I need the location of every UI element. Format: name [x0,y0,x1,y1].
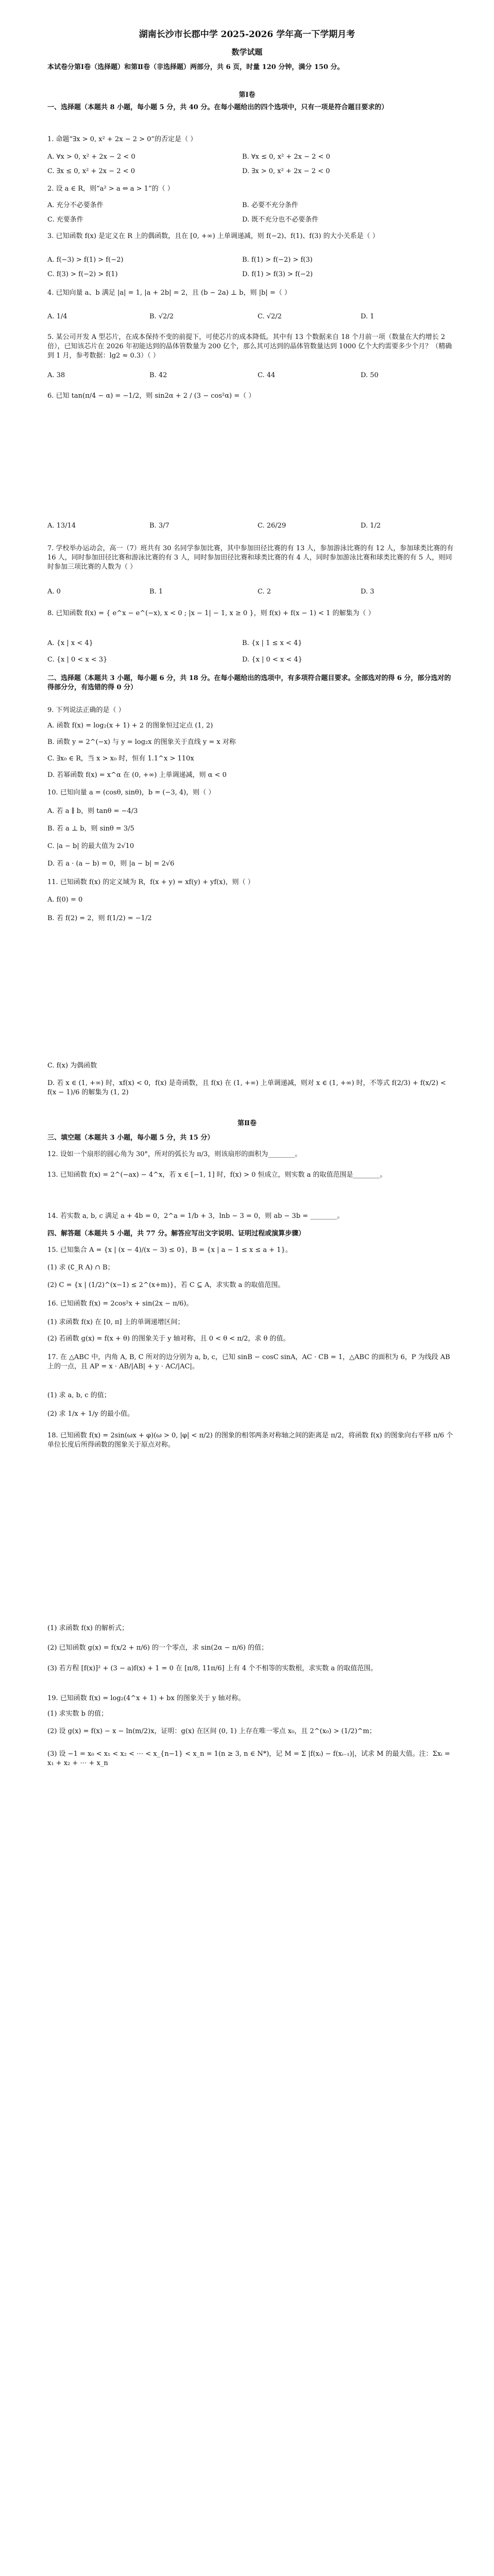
q5-option-c: C. 44 [258,371,276,379]
q16-part-1: (1) 求函数 f(x) 在 [0, π] 上的单调递增区间； [47,1318,184,1326]
q4-option-a: A. 1/4 [47,313,67,320]
q8-option-d: D. {x | 0 < x < 4} [242,656,302,664]
q1-option-c: C. ∃x ≤ 0, x² + 2x − 2 < 0 [47,167,135,175]
q9-option-c: C. ∃x₀ ∈ R，当 x > x₀ 时，恒有 1.1^x > 110x [47,755,194,762]
q1-option-d: D. ∃x > 0, x² + 2x − 2 < 0 [242,167,330,175]
q6-option-b: B. 3/7 [149,522,169,530]
question-15: 15. 已知集合 A = {x | (x − 4)/(x − 3) ≤ 0}，B = {x | a − 1 ≤ x ≤ a + 1}。 [47,1246,292,1254]
q3-option-d: D. f(1) > f(3) > f(−2) [242,270,313,278]
q6-option-a: A. 13/14 [47,522,76,530]
question-19: 19. 已知函数 f(x) = log₂(4^x + 1) + bx 的图象关于 y 轴对称。 [47,1694,245,1702]
question-7: 7. 学校举办运动会，高一（7）班共有 30 名同学参加比赛，其中参加田径比赛的有 13 人，参加游泳比赛的有 12 人，参加球类比赛的有 16 人，同时参加田径比赛和游泳比赛的有 3 人，同时参加田径比赛和球类比赛的有 4 人，同时参加游泳比赛和球类比赛的有 5 人，则同时参加三项比赛的人数为（ ） [47,545,454,571]
exam-intro: 本试卷分第Ⅰ卷（选择题）和第Ⅱ卷（非选择题）两部分，共 6 页，时量 120 分钟，满分 150 分。 [47,63,344,71]
q5-option-d: D. 50 [361,371,379,379]
q6-option-d: D. 1/2 [361,522,381,530]
question-11: 11. 已知函数 f(x) 的定义域为 R，f(x + y) = xf(y) + yf(x)，则（ ） [47,878,254,886]
q2-option-d: D. 既不充分也不必要条件 [242,216,319,224]
q7-option-a: A. 0 [47,588,61,596]
question-13: 13. 已知函数 f(x) = 2^(−ax) − 4^x，若 x ∈ [−1, 1] 时，f(x) > 0 恒成立，则实数 a 的取值范围是________。 [47,1171,387,1179]
part-one-heading: 第Ⅰ卷 [239,91,255,99]
q18-part-1: (1) 求函数 f(x) 的解析式； [47,1624,129,1632]
q4-option-c: C. √2/2 [258,313,282,320]
q3-option-b: B. f(1) > f(−2) > f(3) [242,256,313,264]
q19-part-2: (2) 设 g(x) = f(x) − x − ln(m/2)x，证明：g(x) 在区间 (0, 1) 上存在唯一零点 x₀，且 2^(x₀) > (1/2)^m； [47,1727,376,1735]
q5-option-b: B. 42 [149,371,167,379]
section-heading-choice: 一、选择题（本题共 8 小题，每小题 5 分，共 40 分。在每小题给出的四个选项中，只有一项是符合题目要求的） [47,104,388,111]
q11-option-a: A. f(0) = 0 [47,896,83,904]
q19-part-1: (1) 求实数 b 的值； [47,1710,108,1718]
q10-option-c: C. |a − b| 的最大值为 2√10 [47,842,134,850]
q11-option-c: C. f(x) 为偶函数 [47,1062,97,1070]
q7-option-d: D. 3 [361,588,374,596]
q9-option-a: A. 函数 f(x) = log₂(x + 1) + 2 的图象恒过定点 (1, 2) [47,722,213,730]
q11-option-b: B. 若 f(2) = 2，则 f(1/2) = −1/2 [47,914,152,922]
q3-option-a: A. f(−3) > f(1) > f(−2) [47,256,124,264]
q10-option-a: A. 若 a ∥ b，则 tanθ = −4/3 [47,807,138,815]
q1-option-a: A. ∀x > 0, x² + 2x − 2 < 0 [47,153,135,161]
q17-part-1: (1) 求 a, b, c 的值； [47,1392,111,1399]
q7-option-c: C. 2 [258,588,271,596]
q2-option-c: C. 充要条件 [47,216,83,224]
q8-option-b: B. {x | 1 ≤ x < 4} [242,639,302,647]
q17-part-2: (2) 求 1/x + 1/y 的最小值。 [47,1410,134,1418]
exam-title: 湖南长沙市长郡中学 2025-2026 学年高一下学期月考 [139,29,355,40]
question-9: 9. 下列说法正确的是（ ） [47,706,125,714]
q2-option-a: A. 充分不必要条件 [47,201,104,209]
q10-option-d: D. 若 a · (a − b) = 0，则 |a − b| = 2√6 [47,860,175,868]
question-3: 3. 已知函数 f(x) 是定义在 R 上的偶函数，且在 [0, +∞) 上单调递减，则 f(−2)、f(1)、f(3) 的大小关系是（ ） [47,232,379,240]
question-12: 12. 设如一个扇形的圆心角为 30°，所对的弧长为 π/3，则该扇形的面积为________。 [47,1150,302,1158]
question-8: 8. 已知函数 f(x) = { e^x − e^(−x), x < 0 ; |x − 1| − 1, x ≥ 0 }，则 f(x) + f(x − 1) < 1 的解集为（ ） [47,609,375,617]
section-heading-multi-choice: 二、选择题（本题共 3 小题，每小题 6 分，共 18 分。在每小题给出的选项中，有多项符合题目要求。全部选对的得 6 分，部分选对的得部分分，有选错的得 0 分） [47,674,451,691]
question-14: 14. 若实数 a, b, c 满足 a + 4b = 0，2^a = 1/b + 3，lnb − 3 = 0，则 ab − 3b = ________。 [47,1212,344,1220]
q10-option-b: B. 若 a ⊥ b，则 sinθ = 3/5 [47,825,134,833]
q4-option-d: D. 1 [361,313,374,320]
q9-option-d: D. 若幂函数 f(x) = x^α 在 (0, +∞) 上单调递减，则 α < 0 [47,771,227,779]
q6-option-c: C. 26/29 [258,522,286,530]
q15-part-1: (1) 求 (∁_R A) ∩ B； [47,1264,114,1272]
q8-option-c: C. {x | 0 < x < 3} [47,656,108,664]
section-heading-solutions: 四、解答题（本题共 5 小题，共 77 分。解答应写出文字说明、证明过程或演算步骤） [47,1230,305,1238]
q7-option-b: B. 1 [149,588,163,596]
question-2: 2. 设 a ∈ R，则“a² > a ⇔ a > 1”的（ ） [47,185,174,193]
exam-subtitle: 数学试题 [231,47,263,57]
question-6: 6. 已知 tan(π/4 − α) = −1/2，则 sin2α + 2 / (3 − cos²α) =（ ） [47,392,255,400]
q19-part-3: (3) 设 −1 = x₀ < x₁ < x₂ < ⋯ < x_{n−1} < x_n = 1(n ≥ 3, n ∈ N*)，记 M = Σ |f(xᵢ) − f(xᵢ₋₁)|，试求 M 的最大值。注：Σxᵢ = x₁ + x₂ + ⋯ + x_n [47,1750,450,1767]
q9-option-b: B. 函数 y = 2^(−x) 与 y = log₂x 的图象关于直线 y = x 对称 [47,738,236,746]
q15-part-2: (2) C = {x | (1/2)^(x−1) ≤ 2^(x+m)}，若 C ⊆ A，求实数 a 的取值范围。 [47,1281,285,1289]
q1-option-b: B. ∀x ≤ 0, x² + 2x − 2 < 0 [242,153,330,161]
question-5: 5. 某公司开发 A 型芯片，在成本保持不变的前提下，可使芯片的成本降低。其中有 13 个数据来自 18 个月前一项（数量在大约增长 2 倍），已知该芯片在 2026 年初能达到的晶体管数量为 200 亿个，那么其可达到的晶体管数量达到 1000 亿个大约需要多少个月？（精确到 1 月，参考数据：lg2 ≈ 0.3）（ ） [47,333,452,360]
q18-part-3: (3) 若方程 [f(x)]² + (3 − a)f(x) + 1 = 0 在 [π/8, 11π/6] 上有 4 个不相等的实数根，求实数 a 的取值范围。 [47,1665,378,1672]
question-16: 16. 已知函数 f(x) = 2cos²x + sin(2x − π/6)。 [47,1300,193,1308]
question-10: 10. 已知向量 a = (cosθ, sinθ)，b = (−3, 4)，则（ ） [47,789,215,796]
q16-part-2: (2) 若函数 g(x) = f(x + θ) 的图象关于 y 轴对称，且 0 < θ < π/2，求 θ 的值。 [47,1335,290,1343]
question-1: 1. 命题“∃x > 0, x² + 2x − 2 > 0”的否定是（ ） [47,135,197,143]
q2-option-b: B. 必要不充分条件 [242,201,298,209]
q18-part-2: (2) 已知函数 g(x) = f(x/2 + π/6) 的一个零点，求 sin(2α − π/6) 的值； [47,1644,268,1652]
section-heading-fill-blank: 三、填空题（本题共 3 小题，每小题 5 分，共 15 分） [47,1134,214,1142]
question-17: 17. 在 △ABC 中，内角 A, B, C 所对的边分别为 a, b, c，已知 sinB − cosC sinA，AC · CB = 1，△ABC 的面积为 6，P 为线段 AB 上的一点，且 AP = x · AB/|AB| + y · AC/|AC|。 [47,1353,450,1370]
question-18: 18. 已知函数 f(x) = 2sin(ωx + φ)(ω > 0, |φ| < π/2) 的图象的相邻两条对称轴之间的距离是 π/2，将函数 f(x) 的图象向右平移 π/6 个单位长度后所得函数的图象关于原点对称。 [47,1432,453,1449]
q5-option-a: A. 38 [47,371,65,379]
part-two-heading: 第Ⅱ卷 [237,1120,257,1127]
q3-option-c: C. f(3) > f(−2) > f(1) [47,270,118,278]
q4-option-b: B. √2/2 [149,313,174,320]
q11-option-d: D. 若 x ∈ (1, +∞) 时，xf(x) < 0，f(x) 是奇函数，且 f(x) 在 (1, +∞) 上单调递减，则对 x ∈ (1, +∞) 时，不等式 f(2/3) + f(x/2) < f(x − 1)/6 的解集为 (1, 2) [47,1079,446,1096]
question-4: 4. 已知向量 a、b 满足 |a| = 1, |a + 2b| = 2，且 (b − 2a) ⊥ b，则 |b| =（ ） [47,289,291,297]
q8-option-a: A. {x | x < 4} [47,639,93,647]
